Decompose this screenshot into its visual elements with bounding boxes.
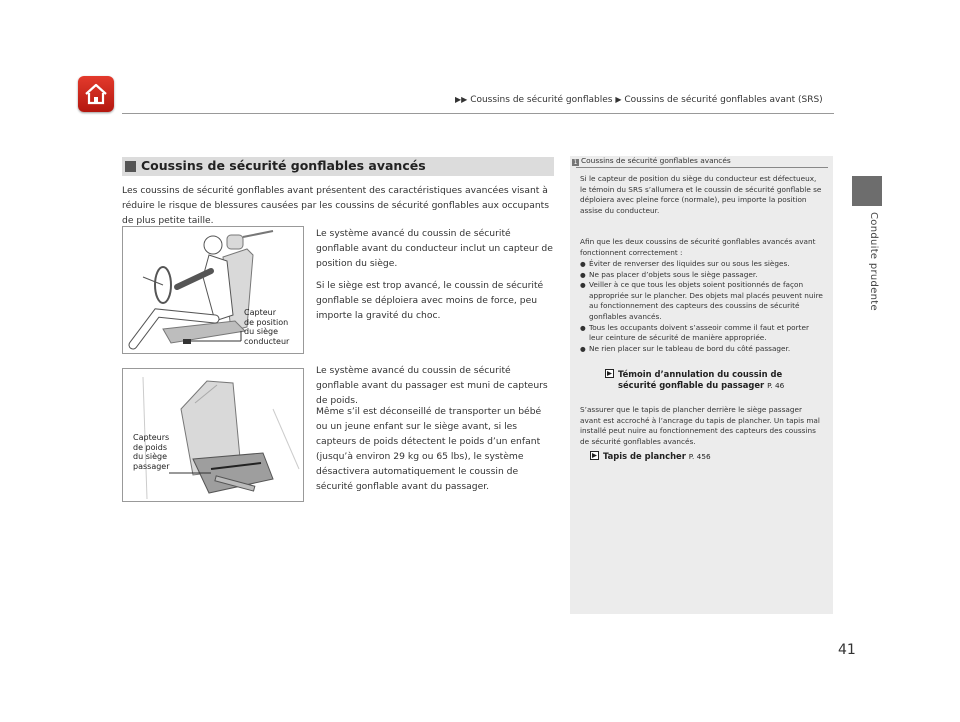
breadcrumb-arrow-icon: ▶ — [615, 95, 622, 104]
xref-arrow-icon — [590, 451, 599, 460]
note-paragraph-1: Si le capteur de position du siège du conducteur est défectueux, le témoin du SRS s’allumera et le coussin de sécurité gonflable se déploiera avec pleine force (normale), peu importe la position assise du conducteur. — [580, 174, 822, 215]
label-line: de position — [244, 317, 289, 327]
passenger-sensor-label — [133, 433, 170, 471]
note-icon: 1 — [573, 159, 578, 166]
driver-sensor-label — [244, 308, 289, 346]
xref-title: sécurité gonflable du passager — [618, 380, 765, 390]
note-header-text: Coussins de sécurité gonflables avancés — [581, 156, 731, 165]
passenger-paragraph-2: Même s’il est déconseillé de transporter un bébé ou un jeune enfant sur le siège avant, si les capteurs de poids détectent le poids d’un enfant (jusqu’à environ 29 kg ou 65 lbs), le système désactivera automatiquement le coussin de sécurité gonflable avant du passager. — [316, 406, 542, 492]
xref-title: Tapis de plancher — [603, 451, 686, 461]
chapter-tab[interactable] — [852, 176, 882, 206]
list-item: ● Éviter de renverser des liquides sur ou sous les sièges. — [580, 259, 825, 270]
label-line: conducteur — [244, 336, 290, 346]
list-item: ● Ne pas placer d’objets sous le siège passager. — [580, 270, 825, 281]
label-line: de poids — [133, 442, 167, 452]
driver-paragraph-1: Le système avancé du coussin de sécurité gonflable avant du conducteur inclut un capteur de position du siège. — [316, 228, 553, 269]
xref-page: P. 46 — [767, 381, 785, 390]
breadcrumb-item[interactable]: Coussins de sécurité gonflables avant (SRS) — [624, 95, 823, 105]
section-square-icon — [125, 161, 136, 172]
section-header — [122, 157, 554, 176]
note-paragraph-3: S’assurer que le tapis de plancher derrière le siège passager avant est accroché à l’ancrage du tapis de plancher. Un tapis mal installé peut nuire au fonctionnement des capteurs des coussins de sécurité gonflables avancés. — [580, 405, 820, 446]
label-line: Capteur — [244, 308, 276, 317]
passenger-seat-figure — [122, 368, 304, 502]
home-button[interactable] — [78, 76, 114, 112]
breadcrumb — [455, 95, 823, 105]
note-paragraph-2: Afin que les deux coussins de sécurité gonflables avancés avant fonctionnent correctement : — [580, 237, 816, 257]
label-line: du siège — [133, 452, 168, 461]
header-divider — [122, 113, 834, 114]
label-line: passager — [133, 461, 170, 471]
label-line: du siège — [244, 327, 279, 336]
note-header — [572, 156, 731, 166]
xref-passenger-indicator[interactable] — [605, 369, 784, 391]
xref-title: Témoin d’annulation du coussin de — [618, 369, 783, 379]
note-list — [580, 259, 825, 354]
intro-paragraph: Les coussins de sécurité gonflables avant présentent des caractéristiques avancées visant à réduire le risque de blessures causées par les coussins de sécurité gonflables aux occupants de plus petite taille. — [122, 185, 550, 226]
note-divider — [576, 167, 828, 168]
list-item: ● Tous les occupants doivent s’asseoir comme il faut et porter leur ceinture de sécurité de manière appropriée. — [580, 323, 825, 344]
breadcrumb-arrow-icon: ▶▶ — [455, 95, 468, 104]
chapter-label: Conduite prudente — [868, 212, 879, 311]
xref-page: P. 456 — [688, 452, 711, 461]
list-item: ● Veiller à ce que tous les objets soient positionnés de façon appropriée sur le plancher. Des objets mal placés peuvent nuire au fonctionnement des capteurs des coussins de sécurité gonflables avancés. — [580, 280, 825, 322]
driver-paragraph-2: Si le siège est trop avancé, le coussin de sécurité gonflable se déploiera avec moins de force, peu importe la gravité du choc. — [316, 280, 544, 321]
xref-arrow-icon — [605, 369, 614, 378]
page-number: 41 — [838, 642, 856, 658]
driver-seat-figure — [122, 226, 304, 354]
xref-floor-mats[interactable] — [590, 451, 711, 462]
breadcrumb-item[interactable]: Coussins de sécurité gonflables — [470, 95, 613, 105]
label-line: Capteurs — [133, 433, 170, 442]
list-item: ● Ne rien placer sur le tableau de bord du côté passager. — [580, 344, 825, 355]
section-title: Coussins de sécurité gonflables avancés — [141, 158, 426, 173]
passenger-paragraph-1: Le système avancé du coussin de sécurité gonflable avant du passager est muni de capteurs de poids. — [316, 365, 548, 406]
home-icon — [83, 81, 109, 107]
